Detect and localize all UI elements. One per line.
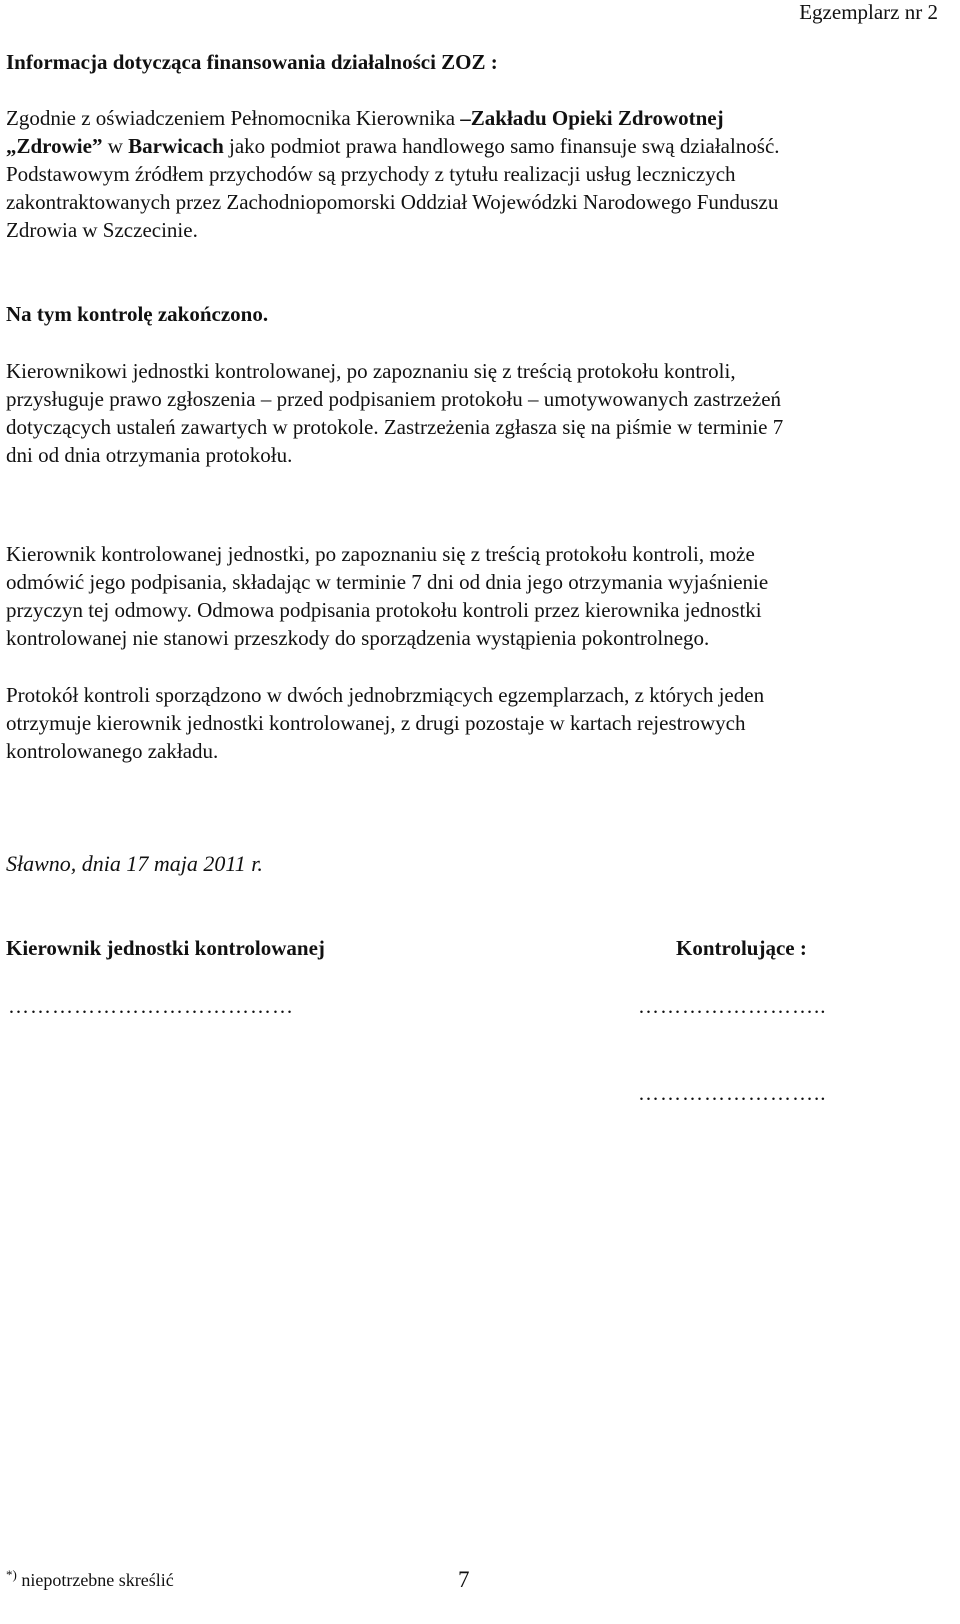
signature-line-inspector-1: …………………….. <box>638 994 827 1018</box>
paragraph-line: Podstawowym źródłem przychodów są przychody z tytułu realizacji usług leczniczych <box>6 162 736 186</box>
institution-name: –Zakładu Opieki Zdrowotnej <box>460 106 724 130</box>
paragraph-line: dotyczących ustaleń zawartych w protokole. Zastrzeżenia zgłasza się na piśmie w terminie 7 <box>6 415 784 439</box>
paragraph-line: kontrolowanej nie stanowi przeszkody do sporządzenia wystąpienia pokontrolnego. <box>6 626 710 650</box>
paragraph-line: Protokół kontroli sporządzono w dwóch jednobrzmiących egzemplarzach, z których jeden <box>6 683 765 707</box>
place-and-date: Sławno, dnia 17 maja 2011 r. <box>6 851 263 876</box>
page-number: 7 <box>458 1567 470 1592</box>
text-segment: w <box>102 134 129 158</box>
copies-paragraph <box>6 681 946 765</box>
paragraph-line: dni od dnia otrzymania protokołu. <box>6 443 293 467</box>
town-name: Barwicach <box>128 134 224 158</box>
paragraph-line: Kierownikowi jednostki kontrolowanej, po zapoznaniu się z treścią protokołu kontroli, <box>6 359 736 383</box>
paragraph-line: Zdrowia w Szczecinie. <box>6 218 198 242</box>
paragraph-line: otrzymuje kierownik jednostki kontrolowanej, z drugi pozostaje w kartach rejestrowych <box>6 711 746 735</box>
paragraph-line <box>6 104 946 132</box>
text-segment: jako podmiot prawa handlowego samo finansuje swą działalność. <box>223 134 780 158</box>
paragraph-line: Kierownik kontrolowanej jednostki, po zapoznaniu się z treścią protokołu kontroli, może <box>6 542 755 566</box>
copy-number-label: Egzemplarz nr 2 <box>799 0 938 24</box>
paragraph-line: przysługuje prawo zgłoszenia – przed podpisaniem protokołu – umotywowanych zastrzeżeń <box>6 387 782 411</box>
objection-rights-paragraph <box>6 357 946 469</box>
institution-name-quoted: „Zdrowie” <box>6 134 103 158</box>
footnote <box>6 1568 174 1592</box>
signature-title-inspectors: Kontrolujące : <box>676 936 807 960</box>
text-segment: Zgodnie z oświadczeniem Pełnomocnika Kierownika <box>6 106 461 130</box>
control-ended-statement: Na tym kontrolę zakończono. <box>6 302 269 326</box>
financing-paragraph <box>6 104 946 244</box>
signature-line-inspector-2: …………………….. <box>638 1081 827 1105</box>
paragraph-line: przyczyn tej odmowy. Odmowa podpisania protokołu kontroli przez kierownika jednostki <box>6 598 762 622</box>
section-heading: Informacja dotycząca finansowania działalności ZOZ : <box>6 50 498 74</box>
paragraph-line <box>6 132 946 160</box>
footnote-mark: *) <box>6 1567 17 1582</box>
paragraph-line: kontrolowanego zakładu. <box>6 739 219 763</box>
paragraph-line: zakontraktowanych przez Zachodniopomorski Oddział Wojewódzki Narodowego Funduszu <box>6 190 779 214</box>
refusal-paragraph <box>6 540 946 652</box>
footnote-text: niepotrzebne skreślić <box>16 1570 174 1590</box>
paragraph-line: odmówić jego podpisania, składając w terminie 7 dni od dnia jego otrzymania wyjaśnienie <box>6 570 769 594</box>
signature-title-manager: Kierownik jednostki kontrolowanej <box>6 936 325 960</box>
signature-line-manager: ………………………………… <box>8 994 294 1018</box>
